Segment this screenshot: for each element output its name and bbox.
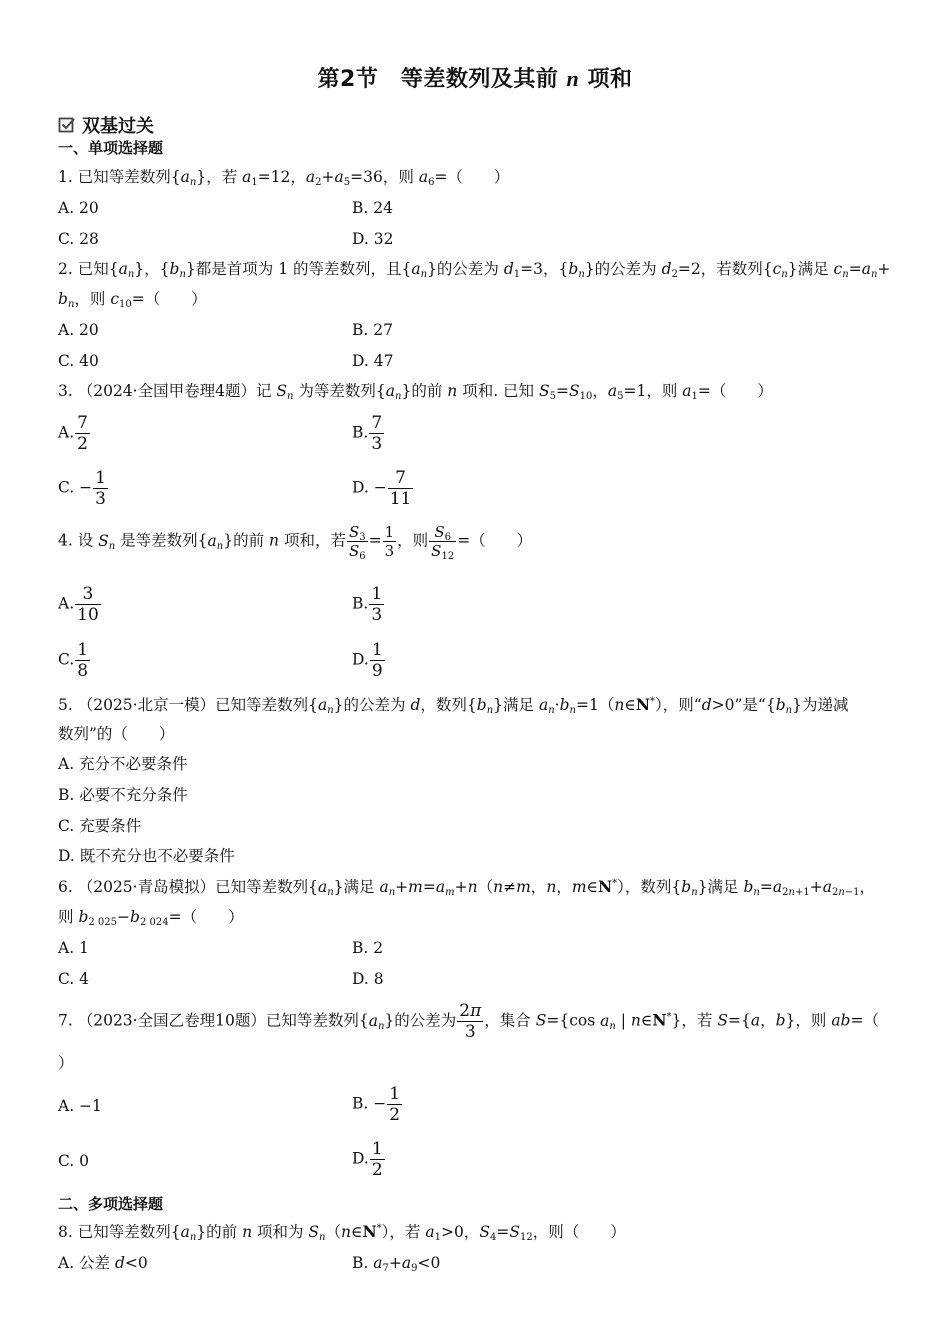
question-7-line-2: ） — [58, 1054, 74, 1072]
q2-option-d[interactable]: D. 47 — [352, 352, 394, 370]
q4-option-c[interactable]: C. $\frac{1}{8}$ — [58, 640, 89, 681]
question-3: 3. （2024·全国甲卷理4题）记 $S_n$ 为等差数列$\{a_n\}$的前 n 项和. 已知 $S_5=S_{10}$，$a_5=1$，则 $a_1=$（ ） — [58, 382, 773, 402]
q4-option-a[interactable]: A. $\frac{3}{10}$ — [58, 584, 99, 625]
section-heading: 双基过关 — [58, 112, 154, 138]
question-7-line-1: 7. （2023·全国乙卷理10题）已知等差数列$\{a_n\}$的公差为 $\frac{2\pi}{3}$ ，集合 S={cos $a_n$ | n∈N*}，若 S={a，b}，则 ab=（ — [58, 1001, 879, 1042]
q8-option-b[interactable]: B. $a_7+a_9<0$ — [352, 1254, 441, 1274]
question-2-line-2: $b_n$，则 $c_{10}=$（ ） — [58, 290, 207, 310]
q2-option-c[interactable]: C. 40 — [58, 352, 99, 370]
q6-option-b[interactable]: B. 2 — [352, 939, 384, 957]
q5-option-a[interactable]: A. 充分不必要条件 — [58, 755, 188, 773]
checkbox-icon — [58, 116, 76, 134]
q3-option-b[interactable]: B. $\frac{7}{3}$ — [352, 413, 383, 454]
q7-option-d[interactable]: D. $\frac{1}{2}$ — [352, 1139, 383, 1180]
q1-option-b[interactable]: B. 24 — [352, 199, 393, 217]
q7-option-a[interactable]: A. −1 — [58, 1097, 102, 1115]
question-6-line-1: 6. （2025·青岛模拟）已知等差数列$\{a_n\}$满足 $a_n+m=a_m+n(n\ne m$，n，m∈N*），数列$\{b_n\}$满足 $b_n=a_{2n+1}+a_{2n-1}$， — [58, 877, 876, 898]
q1-option-c[interactable]: C. 28 — [58, 230, 99, 248]
q2-option-a[interactable]: A. 20 — [58, 321, 99, 339]
q1-option-a[interactable]: A. 20 — [58, 199, 99, 217]
page-title: 第2节 等差数列及其前 n 项和 — [317, 66, 633, 92]
q6-option-c[interactable]: C. 4 — [58, 970, 90, 988]
question-5-line-1: 5. （2025·北京一模）已知等差数列$\{a_n\}$的公差为 d，数列$\{b_n\}$满足 $a_n\cdot b_n=1(n\in N^*)$，则“d>0”是“$\{b_n\}$为递减 — [58, 695, 849, 716]
q3-option-c[interactable]: C. − $\frac{1}{3}$ — [58, 468, 106, 509]
q3-option-d[interactable]: D. − $\frac{7}{11}$ — [352, 468, 412, 509]
q5-option-c[interactable]: C. 充要条件 — [58, 817, 142, 835]
question-2-line-1: 2. 已知$\{a_n\}$，$\{b_n\}$都是首项为 1 的等差数列，且$\{a_n\}$的公差为 $d_1=3$，$\{b_n\}$的公差为 $d_2=2$，若数列$\{c_n\}$满足 $c_n=a_n+$ — [58, 260, 891, 280]
question-6-line-2: 则 $b_{2 025}-b_{2 024}=$（ ） — [58, 908, 244, 928]
q8-option-a[interactable]: A. 公差 d<0 — [58, 1254, 148, 1272]
q4-option-b[interactable]: B. $\frac{1}{3}$ — [352, 584, 383, 625]
q5-option-d[interactable]: D. 既不充分也不必要条件 — [58, 847, 235, 865]
single-choice-heading: 一、单项选择题 — [58, 139, 164, 157]
q1-option-d[interactable]: D. 32 — [352, 230, 394, 248]
q2-option-b[interactable]: B. 27 — [352, 321, 393, 339]
question-1: 1. 已知等差数列$\{a_n\}$，若 $a_1=12$，$a_2+a_5=36$，则 $a_6=$（ ） — [58, 168, 510, 188]
q6-option-a[interactable]: A. 1 — [58, 939, 89, 957]
question-5-line-2: 数列”的（ ） — [58, 725, 175, 743]
q6-option-d[interactable]: D. 8 — [352, 970, 384, 988]
question-8: 8. 已知等差数列$\{a_n\}$的前 n 项和为 $S_n(n\in N^*)$，若 $a_1>0$，$S_4=S_{12}$，则（ ） — [58, 1222, 626, 1243]
q7-option-c[interactable]: C. 0 — [58, 1152, 90, 1170]
question-4: 4. 设 $S_n$ 是等差数列$\{a_n\}$的前 n 项和，若 $\frac{S_3}{S_6}$ = $\frac{1}{3}$ ，则 $\frac{S_6}{S_{12}}$ =（ ） — [58, 523, 533, 562]
q4-option-d[interactable]: D. $\frac{1}{9}$ — [352, 640, 383, 681]
multi-choice-heading: 二、多项选择题 — [58, 1195, 164, 1213]
q3-option-a[interactable]: A. $\frac{7}{2}$ — [58, 413, 88, 454]
q7-option-b[interactable]: B. − $\frac{1}{2}$ — [352, 1084, 401, 1125]
q5-option-b[interactable]: B. 必要不充分条件 — [58, 786, 188, 804]
